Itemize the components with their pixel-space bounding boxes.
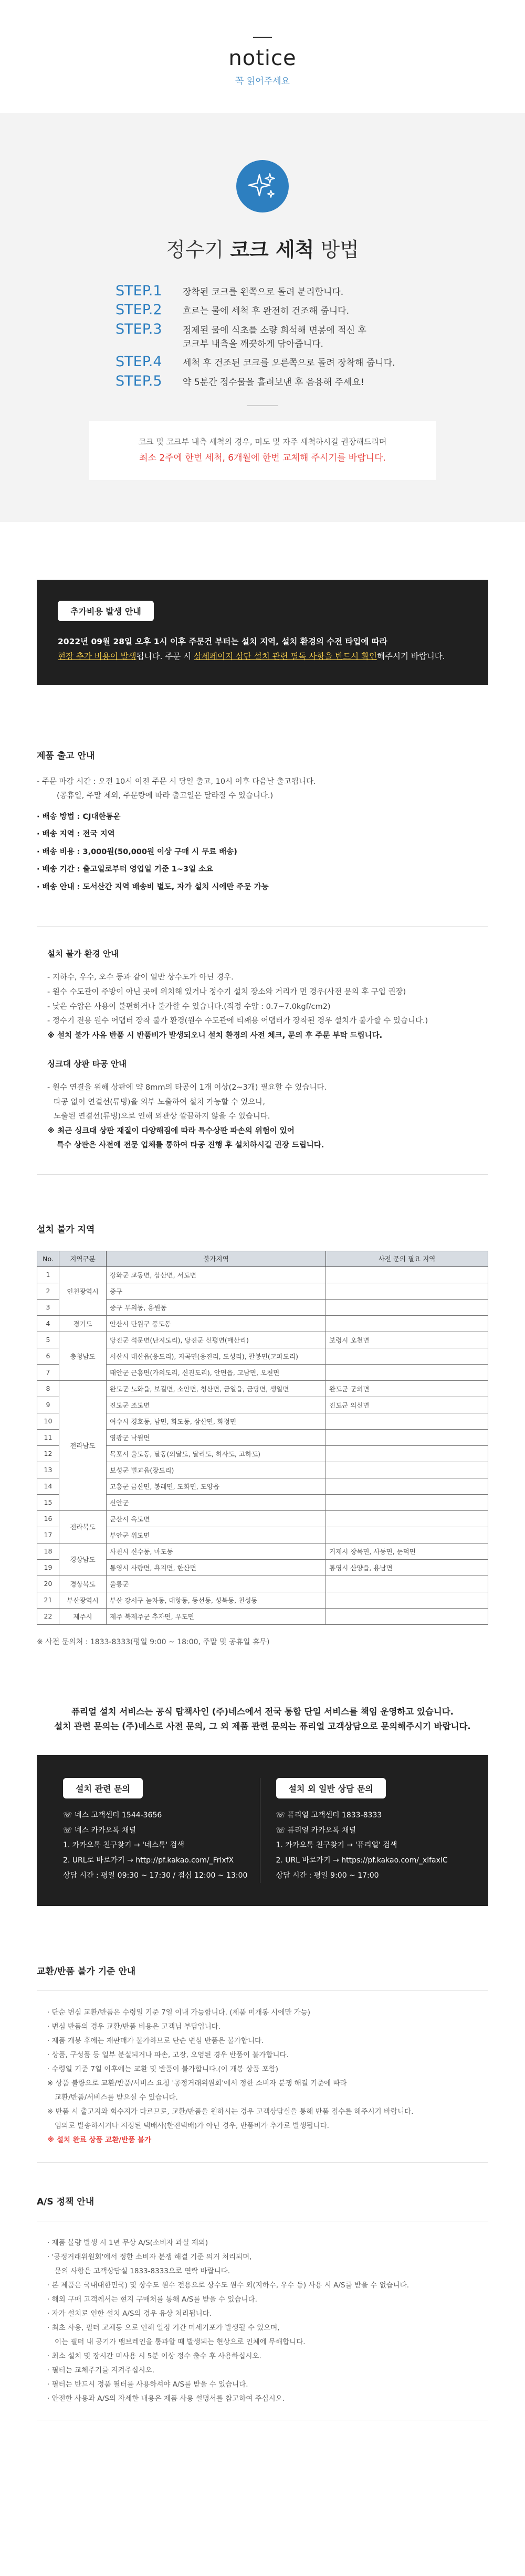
unified-service-note: 퓨리얼 설치 서비스는 공식 탑책사인 (주)네스에서 전국 통합 단일 서비스를 책임 운영하고 있습니다. 설치 관련 문의는 (주)네스로 사전 문의, 그 외 제품 관련 문의는 퓨리얼 고객상담으로 문의해주시기 바랍니다. (54, 1706, 471, 1731)
table-row (37, 1592, 488, 1608)
table-row (37, 1510, 488, 1527)
table-cell: 부안군 위도면 (107, 1527, 326, 1543)
sink-title: 싱크대 상판 타공 안내 (47, 1059, 127, 1069)
table-cell: 13 (37, 1462, 59, 1478)
table-cell: 20 (37, 1576, 59, 1592)
step-item: STEP.2 흐르는 물에 세척 후 완전히 건조해 줍니다. (116, 302, 350, 318)
general-contact: 설치 외 일반 상담 문의 ☏ 퓨리얼 고객센터 1833-8333 ☏ 퓨리얼 카카오톡 채널 1. 카카오톡 친구찾기 → '퓨리얼' 검색 2. URL 바로가기 → https://pf.kakao.com/_xlfaxlC 상담 시간 : 평일 9:00 ~ 17:00 (260, 1778, 473, 1883)
table-cell (326, 1315, 488, 1332)
notice-header (0, 0, 525, 113)
additional-cost-badge: 추가비용 발생 안내 (58, 601, 154, 621)
table-cell: 부산 강서구 눌차동, 대항동, 동선동, 성북동, 천성동 (107, 1592, 326, 1608)
table-cell: 2 (37, 1283, 59, 1299)
table-cell (326, 1478, 488, 1494)
table-cell: 경기도 (59, 1315, 107, 1332)
cleaning-note: 코크 및 코크부 내측 세척의 경우, 미도 및 자주 세척하시길 권장해드리며 최소 2주에 한번 세척, 6개월에 한번 교체해 주시기를 바랍니다. (89, 421, 436, 480)
table-cell (326, 1348, 488, 1364)
table-cell (326, 1445, 488, 1462)
table-cell: 고흥군 금산면, 봉래면, 도화면, 도양읍 (107, 1478, 326, 1494)
table-row (37, 1315, 488, 1332)
area-section (0, 1175, 525, 1647)
table-cell (326, 1510, 488, 1527)
table-cell: 1 (37, 1266, 59, 1283)
table-cell: 서산시 대산읍(응도리), 지곡면(응진리, 도성리), 팔봉면(고파도리) (107, 1348, 326, 1364)
table-cell: 17 (37, 1527, 59, 1543)
table-cell: 보령시 오천면 (326, 1332, 488, 1348)
general-kakao-link[interactable]: 2. URL 바로가기 → https://pf.kakao.com/_xlfaxlC (276, 1856, 448, 1865)
table-cell (326, 1299, 488, 1315)
table-cell (326, 1462, 488, 1478)
table-cell (326, 1413, 488, 1429)
table-cell: 진도군 의신면 (326, 1397, 488, 1413)
table-cell: 통영시 산양읍, 용남면 (326, 1559, 488, 1576)
table-cell: 15 (37, 1494, 59, 1510)
table-cell: 군산시 옥도면 (107, 1510, 326, 1527)
contact-panel (37, 1755, 488, 1906)
notice-subtitle: 꼭 읽어주세요 (235, 76, 290, 87)
table-cell: 통영시 사량면, 욕지면, 한산면 (107, 1559, 326, 1576)
table-cell (326, 1576, 488, 1592)
table-cell: 6 (37, 1348, 59, 1364)
table-cell: 부산광역시 (59, 1592, 107, 1608)
table-row (37, 1608, 488, 1624)
table-cell: 10 (37, 1413, 59, 1429)
table-cell: 보성군 벌교읍(장도리) (107, 1462, 326, 1478)
install-env-section: 설치 불가 환경 안내 - 지하수, 우수, 오수 등과 같이 일반 상수도가 아닌 경우. - 원수 수도관이 주방이 아닌 곳에 위치해 있거나 정수기 설치 장소와 거리가 먼 경우(사전 문의 후 구입 권장) - 낮은 수압은 사용이 불편하거나 불가할 수 있습니다.(적정 수압 : 0.7~7.0kgf/cm2) - 정수기 전용 원수 어댑터 장착 불가 환경(원수 수도관에 티째용 어댑터가 장착된 경우 설치가 불가할 수 있습니다.) ※ 설치 불가 사유 반품 시 반품비가 발생되오니 설치 환경의 사전 체크, 문의 후 주문 부탁 드립니다. 싱크대 상판 타공 안내 - 원수 연결을 위해 상판에 약 8mm의 타공이 1개 이상(2~3개) 필요할 수 있습니다. 타공 없이 연결선(튜빙)을 외부 노출하여 설치 가능할 수 있으나, 노출된 연결선(튜빙)으로 인해 외관상 깔끔하지 않을 수 있습니다. ※ 최근 싱크대 상판 재질이 다양해짐에 따라 특수상판 파손의 위험이 있어 특수 상판은 사전에 전문 업체를 통하여 타공 진행 후 설치하시길 권장 드립니다. (37, 926, 488, 1174)
table-cell (326, 1592, 488, 1608)
table-cell: 18 (37, 1543, 59, 1559)
table-cell: 인천광역시 (59, 1266, 107, 1315)
table-row (37, 1332, 488, 1348)
as-section: A/S 정책 안내 · 제품 불량 발생 시 1년 무상 A/S(소비자 과실 제외) · '공정거래위원회'에서 정한 소비자 분쟁 해결 기준 의거 처리되며, 문의 사항은 고객상담실 1833-8333으로 연락 바랍니다. · 본 제품은 국내대한민국) 및 상수도 원수 전용으로 상수도 원수 외(지하수, 우수 등) 사용 시 A/S를 받을 수 없습니다. · 해외 구매 고객께서는 현지 구매처를 통해 A/S를 받을 수 있습니다. · 자가 설치로 인한 설치 A/S의 경우 유상 처리됩니다. · 최초 사용, 필터 교체등 으로 인해 일정 기간 미세기포가 발생될 수 있으며, 이는 필터 내 공기가 맴브레인을 통과할 때 발생되는 현상으로 인체에 무해합니다. · 최소 설치 및 장시간 미사용 시 5분 이상 정수 출수 후 사용하십시오. · 필터는 교체주기를 지켜주십시오. · 필터는 반드시 정품 필터를 사용하셔야 A/S를 받을 수 있습니다. · 안전한 사용과 A/S의 자세한 내용은 제품 사용 설명서를 참고하여 주십시오. (0, 2163, 525, 2421)
shipping-title: 제품 출고 안내 (37, 750, 95, 761)
table-cell: 11 (37, 1429, 59, 1445)
env-title: 설치 불가 환경 안내 (47, 949, 119, 959)
table-cell: 4 (37, 1315, 59, 1332)
steps-list (116, 283, 410, 389)
step-item: STEP.3 정제된 물에 식초를 소량 희석해 면봉에 적신 후 코크부 내측을 깨끗하게 닦아줍니다. (116, 321, 366, 350)
install-kakao-link[interactable]: 2. URL로 바로가기 → http://pf.kakao.com/_FrlxfX (63, 1856, 234, 1865)
divider (247, 405, 278, 406)
table-row (37, 1576, 488, 1592)
table-cell: 16 (37, 1510, 59, 1527)
step-item: STEP.4 세척 후 건조된 코크를 오른쪽으로 돌려 장착해 줍니다. (116, 354, 395, 370)
table-cell: 충청남도 (59, 1332, 107, 1380)
table-cell: 19 (37, 1559, 59, 1576)
table-cell: 전라남도 (59, 1380, 107, 1510)
table-cell: 22 (37, 1608, 59, 1624)
table-cell: 진도군 조도면 (107, 1397, 326, 1413)
area-title: 설치 불가 지역 (37, 1224, 95, 1235)
table-cell: 7 (37, 1364, 59, 1380)
divider (253, 37, 272, 38)
table-cell (326, 1283, 488, 1299)
table-cell: 중구 (107, 1283, 326, 1299)
table-cell: 12 (37, 1445, 59, 1462)
table-cell: 8 (37, 1380, 59, 1397)
table-cell: 경상남도 (59, 1543, 107, 1576)
table-cell: 울릉군 (107, 1576, 326, 1592)
table-cell (326, 1527, 488, 1543)
step-item: STEP.5 약 5분간 정수물을 흘려보낸 후 음용해 주세요! (116, 372, 364, 389)
cleaning-title: 정수기 코크 세척 방법 (166, 238, 359, 261)
table-cell: 전라북도 (59, 1510, 107, 1543)
install-contact-badge: 설치 관련 문의 (63, 1778, 143, 1798)
sparkle-icon (236, 160, 289, 212)
table-cell: 완도군 노화읍, 보길면, 소안면, 청산면, 금일읍, 금당면, 생일면 (107, 1380, 326, 1397)
table-cell (326, 1364, 488, 1380)
table-cell: 당진군 석문면(난지도리), 당진군 신평면(매산리) (107, 1332, 326, 1348)
area-table (37, 1251, 488, 1625)
table-cell: 여수시 경호동, 남면, 화도동, 삼산면, 화정면 (107, 1413, 326, 1429)
table-row (37, 1380, 488, 1397)
additional-cost-notice: 추가비용 발생 안내 2022년 09월 28일 오후 1시 이후 주문건 부터는 설치 지역, 설치 환경의 수전 타입에 따라 현장 추가 비용이 발생됩니다. 주문 시 상세페이지 상단 설치 관련 필독 사항을 반드시 확인해주시기 바랍니다. (37, 580, 488, 685)
table-row (37, 1266, 488, 1283)
table-header-row: No. 지역구분 불가지역 사전 문의 필요 지역 (37, 1251, 488, 1266)
table-cell: 경상북도 (59, 1576, 107, 1592)
table-cell: 9 (37, 1397, 59, 1413)
table-cell (326, 1608, 488, 1624)
refund-section: 교환/반품 불가 기준 안내 · 단순 변심 교환/반품은 수령일 기준 7일 이내 가능합니다. (제품 미개봉 시에만 가능) · 변심 반품의 경우 교환/반품 비용은 고객님 부담입니다. · 제품 개봉 후에는 재판매가 불가하므로 단순 변심 반품은 불가합니다. · 상품, 구성품 등 일부 분실되거나 파손, 고장, 오염된 경우 반품이 불가합니다. · 수령일 기준 7일 이후에는 교환 및 반품이 불가합니다.(이 개봉 상품 포함) ※ 상품 불량으로 교환/반품/서비스 요청 '공정거래위원회'에서 정한 소비자 분쟁 해결 기준에 따라 교환/반품/서비스를 받으실 수 있습니다. ※ 반품 시 출고지와 회수지가 다르므로, 교환/반품을 원하시는 경우 고객상담실을 통해 반품 접수를 해주시기 바랍니다. 임의로 발송하시거나 지정된 택배사(한진택배)가 아닌 경우, 반품비가 추가로 발생됩니다. ※ 설치 완료 상품 교환/반품 불가 (0, 1906, 525, 2163)
refund-title: 교환/반품 불가 기준 안내 (37, 1966, 136, 1977)
area-footnote: ※ 사전 문의처 : 1833-8333(평일 9:00 ~ 18:00, 주말 및 공휴일 휴무) (37, 1637, 270, 1646)
table-cell (326, 1266, 488, 1283)
table-cell: 신안군 (107, 1494, 326, 1510)
table-cell: 강화군 교동면, 삼산면, 서도면 (107, 1266, 326, 1283)
table-cell: 제주 북제주군 추자면, 우도면 (107, 1608, 326, 1624)
general-contact-badge: 설치 외 일반 상담 문의 (276, 1778, 386, 1798)
table-row (37, 1543, 488, 1559)
table-cell: 거제시 장목면, 사등면, 둔덕면 (326, 1543, 488, 1559)
table-cell: 완도군 군외면 (326, 1380, 488, 1397)
table-cell: 안산시 단원구 풍도동 (107, 1315, 326, 1332)
table-cell: 3 (37, 1299, 59, 1315)
table-cell: 사천시 신수동, 마도동 (107, 1543, 326, 1559)
table-cell: 제주시 (59, 1608, 107, 1624)
table-cell: 목포시 율도동, 달동(외달도, 달리도, 허사도, 고하도) (107, 1445, 326, 1462)
install-contact: 설치 관련 문의 ☏ 네스 고객센터 1544-3656 ☏ 네스 카카오톡 채널 1. 카카오톡 친구찾기 → '네스톡' 검색 2. URL로 바로가기 → http://pf.kakao.com/_FrlxfX 상담 시간 : 평일 09:30 ~ 17:30 / 점심 12:00 ~ 13:00 (52, 1778, 260, 1883)
step-item: STEP.1 장착된 코크를 왼쪽으로 돌려 분리합니다. (116, 283, 344, 299)
notice-title: notice (228, 46, 297, 70)
table-cell: 21 (37, 1592, 59, 1608)
cleaning-guide (0, 113, 525, 522)
table-cell: 태안군 근흥면(가의도리, 신진도리), 안면읍, 고남면, 오천면 (107, 1364, 326, 1380)
table-cell: 5 (37, 1332, 59, 1348)
table-cell (326, 1429, 488, 1445)
table-cell: 14 (37, 1478, 59, 1494)
shipping-section: 제품 출고 안내 - 주문 마감 시간 : 오전 10시 이전 주문 시 당일 출고, 10시 이후 다음날 출고됩니다. (공휴일, 주말 제외, 주문량에 따라 출고일은 달라질 수 있습니다.) · 배송 방법 : CJ대한통운 · 배송 지역 : 전국 지역 · 배송 비용 : 3,000원(50,000원 이상 구매 시 무료 배송) · 배송 기간 : 출고일로부터 영업일 기준 1~3일 소요 · 배송 안내 : 도서산간 지역 배송비 별도, 자가 설치 시에만 주문 가능 (0, 685, 525, 895)
table-cell: 중구 무의동, 용원동 (107, 1299, 326, 1315)
as-title: A/S 정책 안내 (37, 2197, 94, 2208)
table-cell: 영광군 낙월면 (107, 1429, 326, 1445)
table-cell (326, 1494, 488, 1510)
